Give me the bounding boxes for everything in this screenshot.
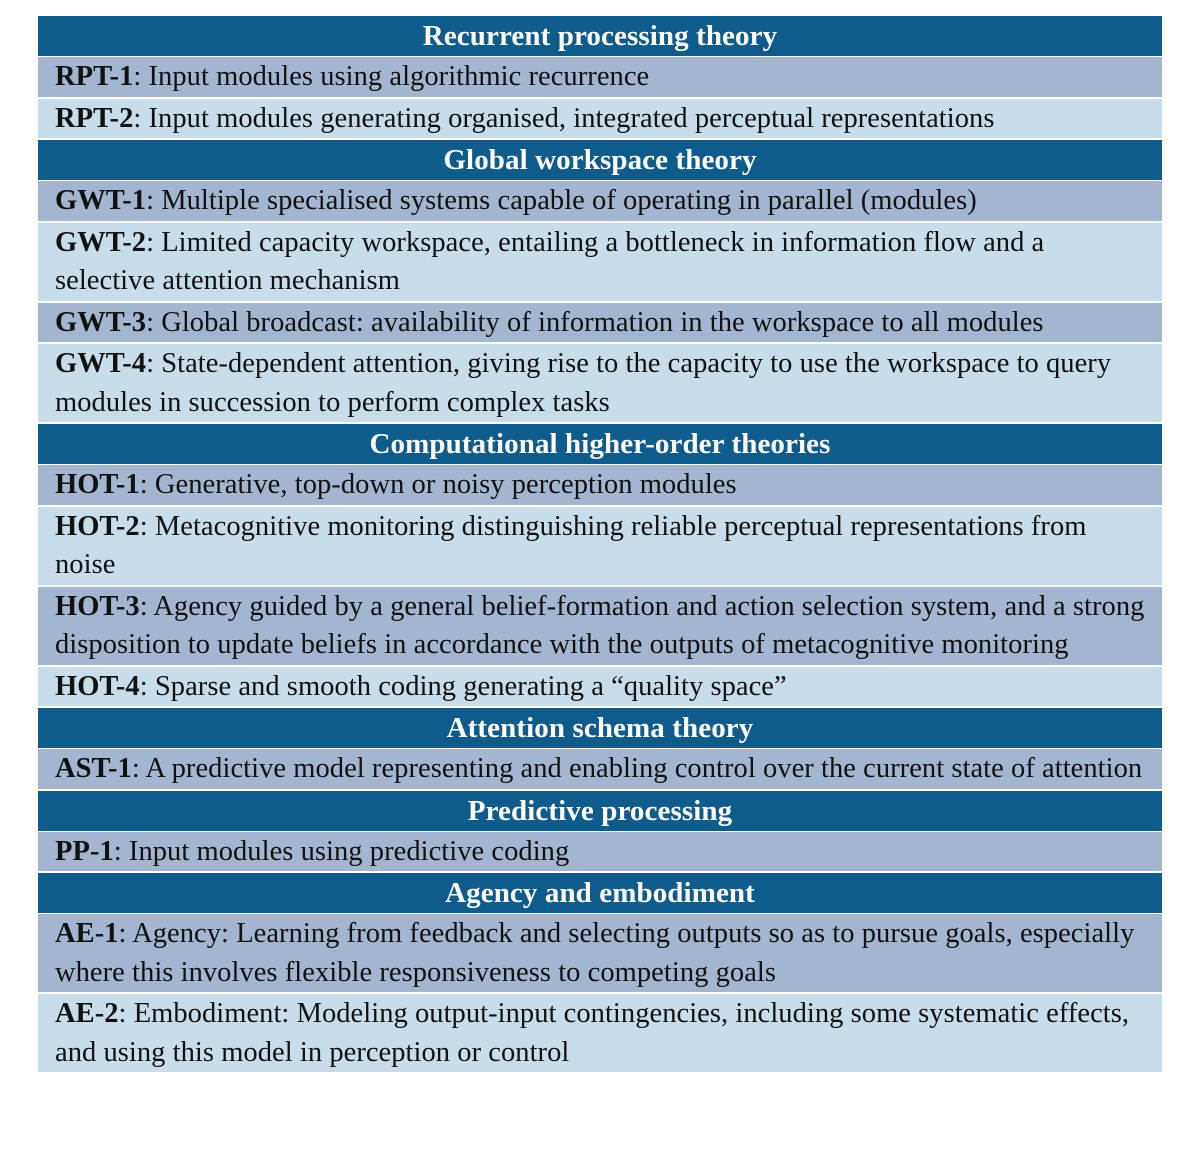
indicator-text: : Agency guided by a general belief-formation and action selection system, and a strong disposition to update beliefs in accordance with the outputs of metacognitive monitoring [55, 590, 1145, 660]
section-title-predictive-processing: Predictive processing [38, 790, 1162, 832]
indicator-code: AE-1 [55, 918, 119, 949]
indicator-code: GWT-4 [55, 348, 147, 379]
indicator-text: : Sparse and smooth coding generating a “quality space” [139, 670, 787, 702]
table-row [38, 506, 1162, 586]
indicator-text: : Input modules generating organised, integrated perceptual representations [133, 102, 995, 134]
indicator-cell [38, 222, 1162, 302]
indicator-code: PP-1 [55, 835, 114, 867]
indicator-cell [38, 98, 1162, 140]
table-row [38, 181, 1162, 222]
indicator-code: GWT-3 [55, 306, 147, 338]
indicator-code: GWT-1 [55, 185, 147, 216]
indicator-text: : Global broadcast: availability of information in the workspace to all modules [146, 306, 1044, 338]
table-row [38, 914, 1162, 994]
indicator-cell [38, 465, 1162, 506]
table-row [38, 993, 1162, 1073]
indicator-cell [38, 831, 1162, 872]
section-header-row [38, 872, 1162, 914]
table-row [38, 831, 1162, 872]
indicator-code: AE-2 [55, 998, 119, 1029]
table-row [38, 749, 1162, 790]
table-row [38, 98, 1162, 140]
indicator-text: : State-dependent attention, giving rise to the capacity to use the workspace to query modules in succession to perform complex tasks [55, 348, 1112, 418]
indicator-text: : Metacognitive monitoring distinguishing reliable perceptual representations from noise [55, 510, 1087, 580]
table-row [38, 302, 1162, 344]
indicator-cell [38, 749, 1162, 790]
indicator-text: : Agency: Learning from feedback and selecting outputs so as to pursue goals, especially where this involves flexible responsiveness to competing goals [55, 918, 1135, 988]
section-title-higher-order: Computational higher-order theories [38, 423, 1162, 465]
indicator-cell [38, 343, 1162, 423]
indicator-code: RPT-2 [55, 102, 134, 134]
indicator-text: : Embodiment: Modeling output-input contingencies, including some systematic effects, and using this model in perception or control [55, 998, 1130, 1068]
section-header-row [38, 707, 1162, 749]
indicator-code: HOT-4 [55, 670, 140, 702]
indicator-code: HOT-1 [55, 469, 140, 500]
section-title-recurrent-processing: Recurrent processing theory [38, 16, 1162, 57]
section-title-global-workspace: Global workspace theory [38, 139, 1162, 181]
table-row [38, 57, 1162, 98]
indicator-cell [38, 181, 1162, 222]
indicator-cell [38, 666, 1162, 708]
table-row [38, 586, 1162, 666]
section-header-row [38, 423, 1162, 465]
indicator-cell [38, 993, 1162, 1073]
table-row [38, 222, 1162, 302]
indicator-text: : Generative, top-down or noisy perception modules [139, 469, 737, 500]
section-header-row [38, 16, 1162, 57]
indicator-text: : A predictive model representing and enabling control over the current state of attention [131, 753, 1143, 784]
section-title-agency-embodiment: Agency and embodiment [38, 872, 1162, 914]
indicator-text: : Input modules using algorithmic recurrence [133, 61, 650, 92]
section-title-attention-schema: Attention schema theory [38, 707, 1162, 749]
table-row [38, 465, 1162, 506]
table-body [38, 16, 1162, 1073]
indicator-text: : Input modules using predictive coding [113, 835, 570, 867]
section-header-row [38, 139, 1162, 181]
indicator-cell [38, 506, 1162, 586]
indicator-cell [38, 57, 1162, 98]
indicator-text: : Limited capacity workspace, entailing a bottleneck in information flow and a selective attention mechanism [55, 226, 1045, 296]
indicator-code: GWT-2 [55, 226, 147, 258]
indicator-cell [38, 302, 1162, 344]
indicator-code: RPT-1 [55, 61, 134, 92]
table-row [38, 343, 1162, 423]
indicator-properties-table [38, 16, 1162, 1074]
indicator-code: HOT-2 [55, 510, 140, 542]
indicator-cell [38, 914, 1162, 994]
indicator-text: : Multiple specialised systems capable of operating in parallel (modules) [146, 185, 977, 216]
indicator-cell [38, 586, 1162, 666]
table-row [38, 666, 1162, 708]
indicator-code: AST-1 [55, 753, 132, 784]
section-header-row [38, 790, 1162, 832]
indicator-code: HOT-3 [55, 590, 140, 622]
